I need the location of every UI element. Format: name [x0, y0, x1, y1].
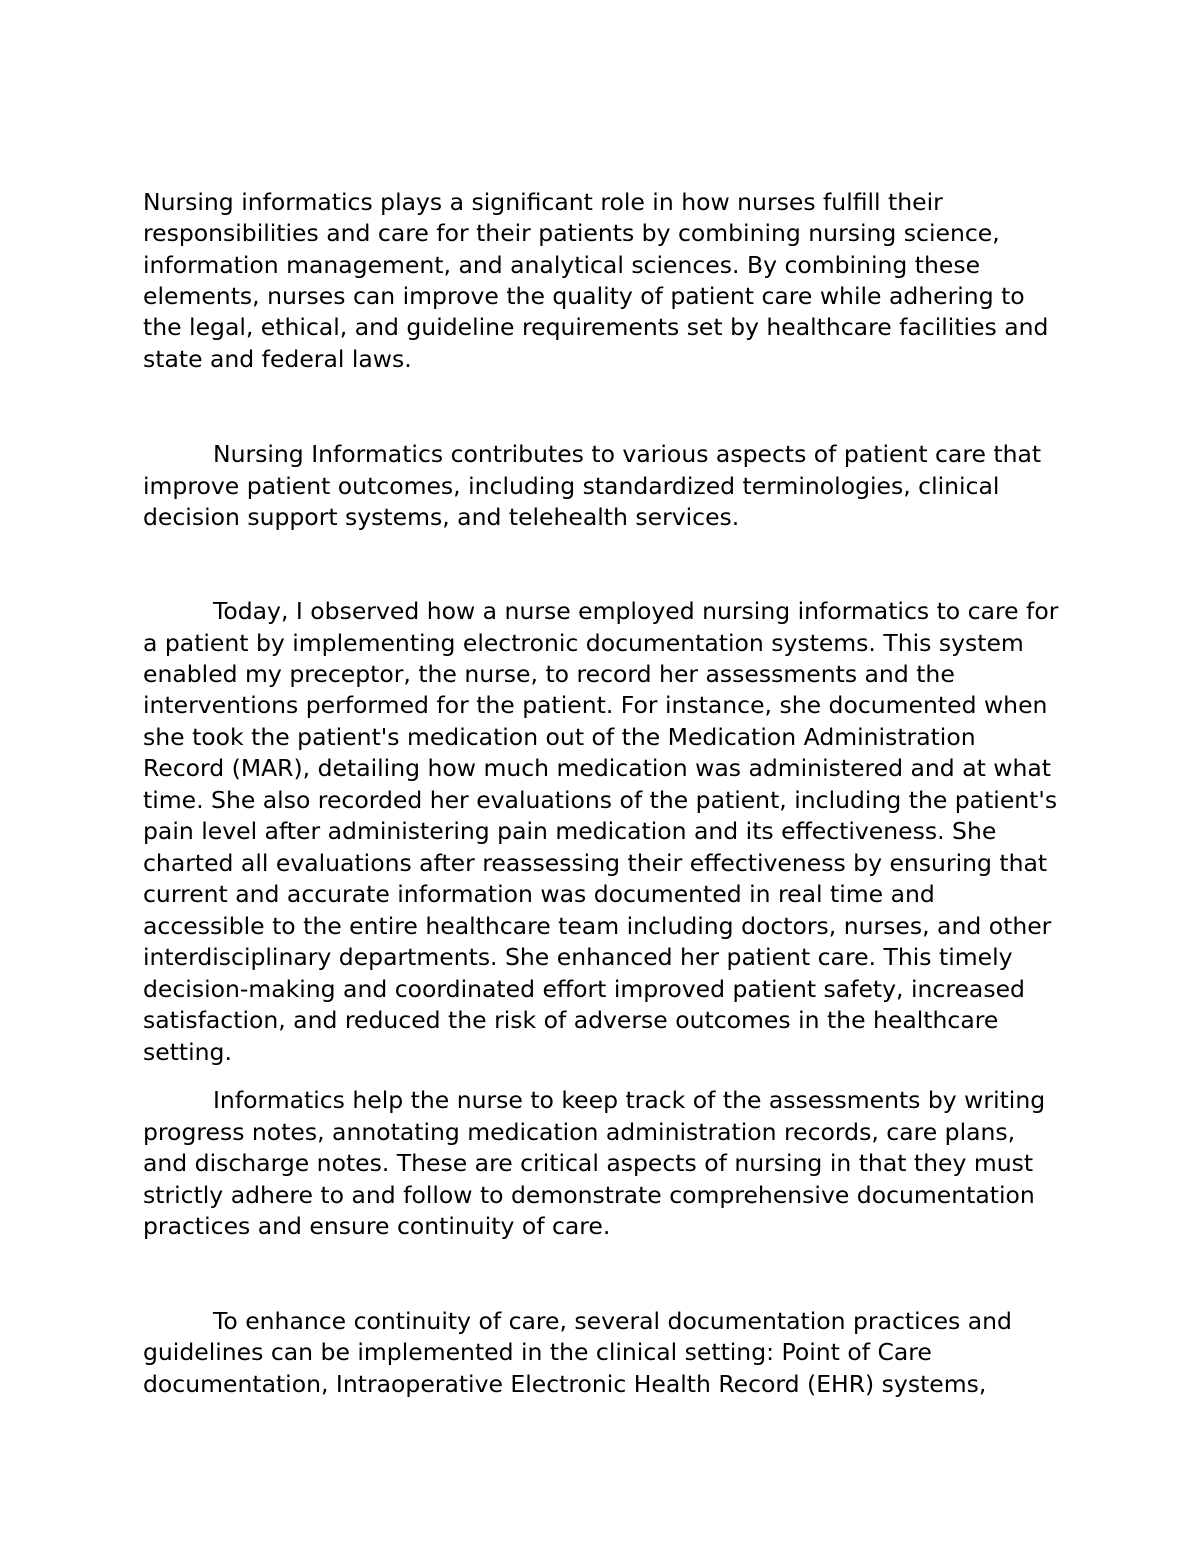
paragraph-3-line-3: enabled my preceptor, the nurse, to record her assessments and the	[143, 660, 955, 688]
paragraph-1-line-4: elements, nurses can improve the quality of patient care while adhering to	[143, 282, 1025, 310]
paragraph-3-line-8: pain level after administering pain medication and its effectiveness. She	[143, 817, 997, 845]
paragraph-4-line-3: and discharge notes. These are critical aspects of nursing in that they must	[143, 1149, 1034, 1177]
paragraph-3-line-1: Today, I observed how a nurse employed nursing informatics to care for	[213, 597, 1059, 625]
paragraph-1-line-3: information management, and analytical sciences. By combining these	[143, 251, 981, 279]
paragraph-4-line-4: strictly adhere to and follow to demonstrate comprehensive documentation	[143, 1181, 1035, 1209]
paragraph-2-line-1: Nursing Informatics contributes to various aspects of patient care that	[213, 440, 1042, 468]
paragraph-1-line-1: Nursing informatics plays a significant role in how nurses fulfill their	[143, 188, 943, 216]
paragraph-3-line-13: decision-making and coordinated effort improved patient safety, increased	[143, 975, 1025, 1003]
paragraph-4-line-2: progress notes, annotating medication administration records, care plans,	[143, 1118, 1016, 1146]
paragraph-2-line-3: decision support systems, and telehealth services.	[143, 503, 740, 531]
paragraph-1-line-6: state and federal laws.	[143, 345, 412, 373]
paragraph-1-line-5: the legal, ethical, and guideline requirements set by healthcare facilities and	[143, 313, 1049, 341]
paragraph-5-line-3: documentation, Intraoperative Electronic Health Record (EHR) systems,	[143, 1370, 987, 1398]
paragraph-5-line-2: guidelines can be implemented in the clinical setting: Point of Care	[143, 1338, 932, 1366]
paragraph-2-line-2: improve patient outcomes, including standardized terminologies, clinical	[143, 472, 1000, 500]
paragraph-3-line-6: Record (MAR), detailing how much medication was administered and at what	[143, 754, 1052, 782]
paragraph-3-line-14: satisfaction, and reduced the risk of adverse outcomes in the healthcare	[143, 1006, 999, 1034]
paragraph-3-line-10: current and accurate information was documented in real time and	[143, 880, 935, 908]
paragraph-4-line-1: Informatics help the nurse to keep track of the assessments by writing	[213, 1086, 1046, 1114]
paragraph-3-line-11: accessible to the entire healthcare team including doctors, nurses, and other	[143, 912, 1052, 940]
paragraph-3-line-12: interdisciplinary departments. She enhanced her patient care. This timely	[143, 943, 1013, 971]
paragraph-3-line-5: she took the patient's medication out of the Medication Administration	[143, 723, 976, 751]
paragraph-5-line-1: To enhance continuity of care, several documentation practices and	[213, 1307, 1012, 1335]
paragraph-3-line-9: charted all evaluations after reassessing their effectiveness by ensuring that	[143, 849, 1048, 877]
paragraph-4-line-5: practices and ensure continuity of care.	[143, 1212, 611, 1240]
paragraph-3-line-2: a patient by implementing electronic documentation systems. This system	[143, 629, 1024, 657]
paragraph-3-line-7: time. She also recorded her evaluations of the patient, including the patient's	[143, 786, 1058, 814]
paragraph-3-line-15: setting.	[143, 1038, 232, 1066]
paragraph-1-line-2: responsibilities and care for their patients by combining nursing science,	[143, 219, 1000, 247]
paragraph-3-line-4: interventions performed for the patient. For instance, she documented when	[143, 691, 1048, 719]
